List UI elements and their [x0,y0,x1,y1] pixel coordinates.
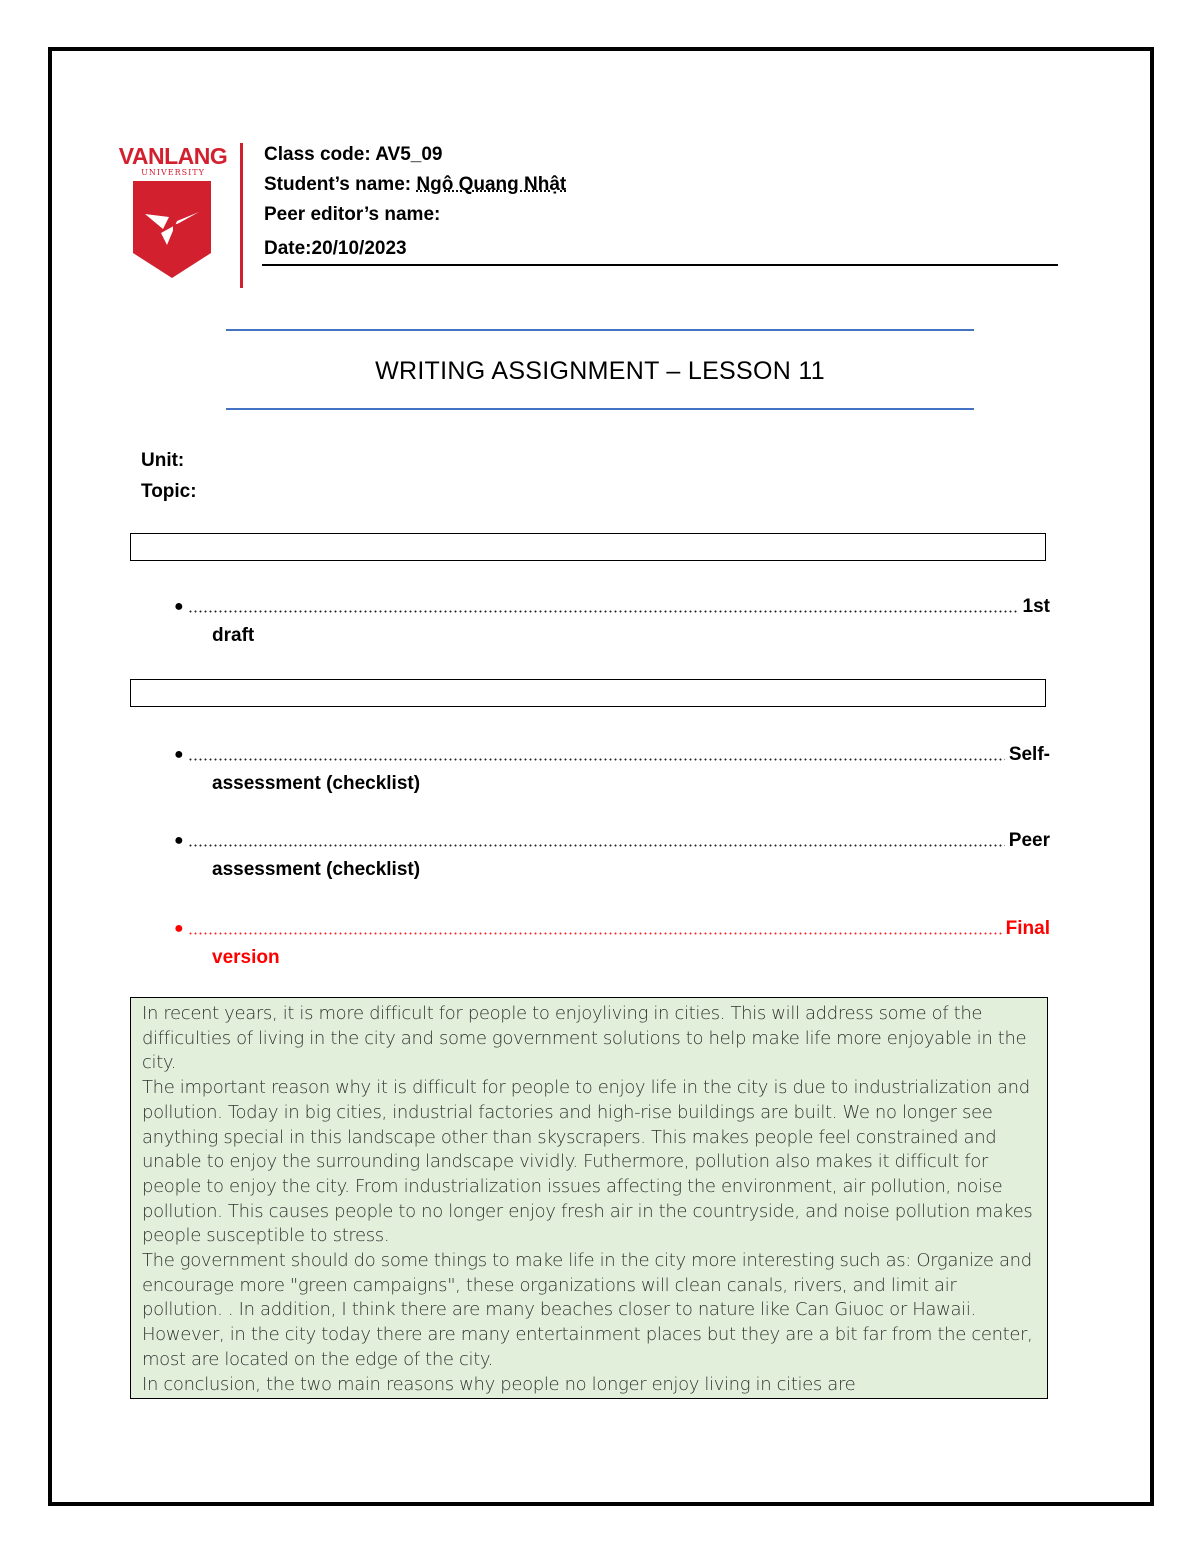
step-tail: 1st [1022,596,1050,617]
step-tail: Peer [1008,830,1050,851]
step-continuation: draft [212,625,255,646]
dot-leader [188,758,1005,761]
essay-paragraph: The important reason why it is difficult for people to enjoy life in the city is due to industrialization and pollution. Today in big cities, industrial factories and high-rise buildings are built. We no longer see anything special in this landscape other than skyscrapers. This makes people feel constrained and unable to enjoy the surrounding landscape vividly. Futhermore, pollution also makes it difficult for people to enjoy the city. From industrialization issues affecting the environment, air pollution, noise pollution. This causes people to no longer enjoy fresh air in the countryside, and noise pollution makes people susceptible to stress. [142,1077,1033,1247]
topic-label: Topic: [141,481,197,502]
step-self-assessment [174,740,1050,799]
class-code-value: AV5_09 [375,144,443,165]
student-name-label: Student’s name: [264,174,412,195]
empty-box-2 [130,679,1046,707]
essay-paragraph: In conclusion, the two main reasons why people no longer enjoy living in cities are [142,1373,856,1395]
page-title: WRITING ASSIGNMENT – LESSON 11 [375,357,825,385]
step-continuation: version [212,947,280,968]
date-label: Date: [264,238,312,259]
essay-text-box [130,997,1048,1399]
title-rule-bottom [226,408,974,410]
shield-icon [133,181,211,279]
peer-editor-label: Peer editor’s name: [264,204,441,225]
essay-paragraph: In recent years, it is more difficult for people to enjoyliving in cities. This will address some of the difficulties of living in the city and some government solutions to help make life more enjoyable in the city. [142,1003,1027,1074]
step-tail: Final [1005,918,1050,939]
date-line [264,237,407,261]
step-continuation: assessment (checklist) [212,859,421,880]
essay-paragraph: The government should do some things to make life in the city more interesting such as: Organize and encourage more "green campaigns", these organizations will clean canals, rivers, and limit air pollution. . In addition, I think there are many beaches closer to nature like Can Giuoc or Hawaii. However, in the city today there are many entertainment places but they are a bit far from the center, most are located on the edge of the city. [142,1250,1033,1370]
class-code-line [264,143,443,167]
date-value: 20/10/2023 [311,238,407,259]
logo-divider [240,143,243,288]
dot-leader [188,932,1002,935]
logo-subtitle: UNIVERSITY [141,168,205,177]
student-name-line [264,173,566,197]
logo-wordmark: VANLANG [118,143,228,169]
step-continuation: assessment (checklist) [212,773,421,794]
unit-label: Unit: [141,450,185,471]
class-code-label: Class code: [264,144,371,165]
university-logo [113,143,235,283]
title-rule-top [226,329,974,331]
bullet-icon: ● [174,746,184,763]
header-rule [262,264,1058,266]
student-name-value: Ngô Quang Nhật [416,174,567,195]
bullet-icon: ● [174,832,184,849]
empty-box-1 [130,533,1046,561]
dot-leader [188,844,1005,847]
step-tail: Self- [1008,744,1050,765]
dot-leader [188,610,1019,613]
step-final-version [174,914,1050,973]
bullet-icon: ● [174,598,184,615]
step-peer-assessment [174,826,1050,885]
bullet-icon: ● [174,920,184,937]
peer-editor-line [264,203,440,227]
step-first-draft [174,592,1050,651]
